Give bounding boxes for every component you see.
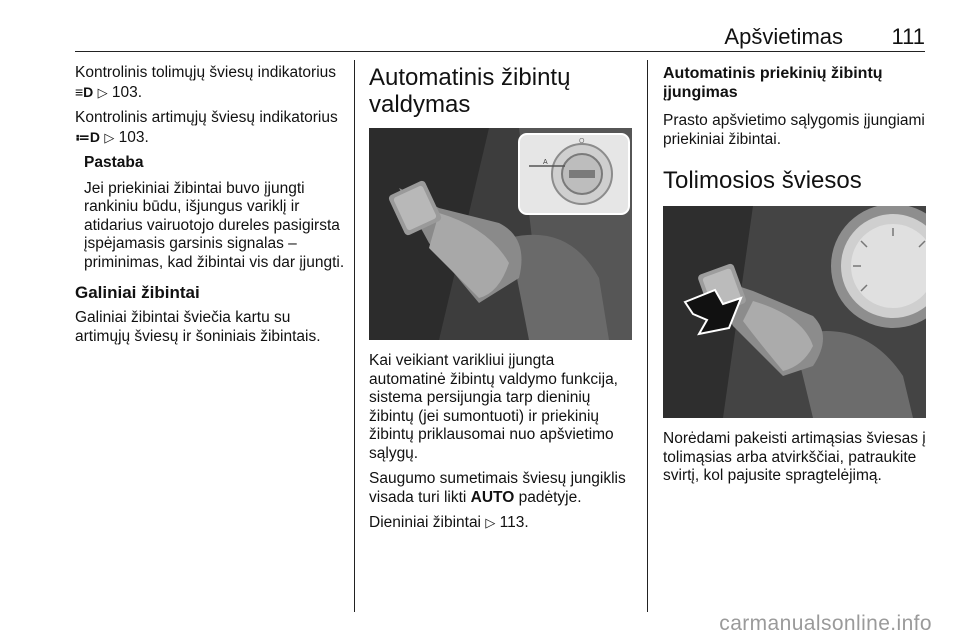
- high-beam-figure: [663, 206, 926, 418]
- page-reference: 113.: [499, 514, 529, 531]
- column-divider-left: [354, 60, 355, 612]
- header-rule: [75, 51, 925, 52]
- page-reference-arrow-icon: ▷: [104, 129, 115, 145]
- high-beam-indicator-icon: ≡D: [75, 83, 94, 100]
- page-number: 111: [891, 24, 925, 49]
- auto-light-control-heading: Automatinis žibintų valdymas: [369, 64, 571, 118]
- low-beam-text: Kontrolinis artimųjų šviesų indikatorius: [75, 109, 338, 126]
- page-header: [75, 24, 925, 50]
- note-block: [75, 154, 345, 272]
- safety-text-end: padėtyje.: [518, 488, 582, 506]
- page-title: Apšvietimas: [724, 24, 843, 49]
- high-beam-paragraph: [75, 64, 345, 102]
- light-switch-illustration: [369, 128, 632, 340]
- note-title: Pastaba: [84, 154, 144, 171]
- page-reference-arrow-icon: ▷: [97, 84, 108, 100]
- rear-lights-body: Galiniai žibintai šviečia kartu su artimųjų šviesų ir šoniniais žibintais.: [75, 309, 321, 345]
- daytime-lights-text: Dieniniai žibintai: [369, 514, 482, 531]
- high-beam-text: Kontrolinis tolimųjų šviesų indikatorius: [75, 64, 337, 81]
- note-body: Jei priekiniai žibintai buvo įjungti rankiniu būdu, išjungus variklį ir atidarius vairuotojo dureles pasigirsta įspėjamasis garsinis signalas – priminimas, kad žibintai vis dar įjungti.: [84, 179, 345, 271]
- column-3: [663, 64, 928, 493]
- page-reference: 103.: [118, 128, 149, 146]
- low-beam-indicator-icon: ≔D: [75, 128, 100, 145]
- auto-headlight-body: Prasto apšvietimo sąlygomis įjungiami priekiniai žibintai.: [663, 112, 925, 148]
- svg-text:O: O: [579, 138, 585, 145]
- low-beam-paragraph: [75, 109, 345, 147]
- rear-lights-heading: Galiniai žibintai: [75, 283, 200, 302]
- watermark: carmanualsonline.info: [719, 612, 932, 635]
- high-beam-lever-illustration: [663, 206, 926, 418]
- auto-headlight-heading: Automatinis priekinių žibintų įjungimas: [663, 65, 883, 101]
- auto-position-label: AUTO: [470, 488, 515, 506]
- column-divider-right: [647, 60, 648, 612]
- column-2: [369, 64, 634, 540]
- page-reference-arrow-icon: ▷: [485, 515, 496, 530]
- high-beam-heading: Tolimosios šviesos: [663, 167, 862, 194]
- page-reference: 103.: [111, 83, 143, 101]
- safety-text-start: Saugumo sumetimais šviesų jungiklis visada turi likti: [369, 470, 626, 506]
- daytime-lights-paragraph: [369, 514, 634, 533]
- svg-text:A: A: [543, 159, 548, 166]
- safety-paragraph: [369, 470, 634, 507]
- high-beam-body: Norėdami pakeisti artimąsias šviesas į tolimąsias arba atvirkščiai, patraukite svirtį, kol pajusite spragtelėjimą.: [663, 430, 926, 484]
- light-switch-figure: [369, 128, 632, 340]
- column-1: [75, 64, 345, 353]
- auto-light-paragraph: Kai veikiant varikliui įjungta automatinė žibintų valdymo funkcija, sistema persijungia tarp dieninių žibintų (jei sumontuoti) ir priekinių žibintų priklausomai nuo apšvietimo sąlygų.: [369, 352, 618, 462]
